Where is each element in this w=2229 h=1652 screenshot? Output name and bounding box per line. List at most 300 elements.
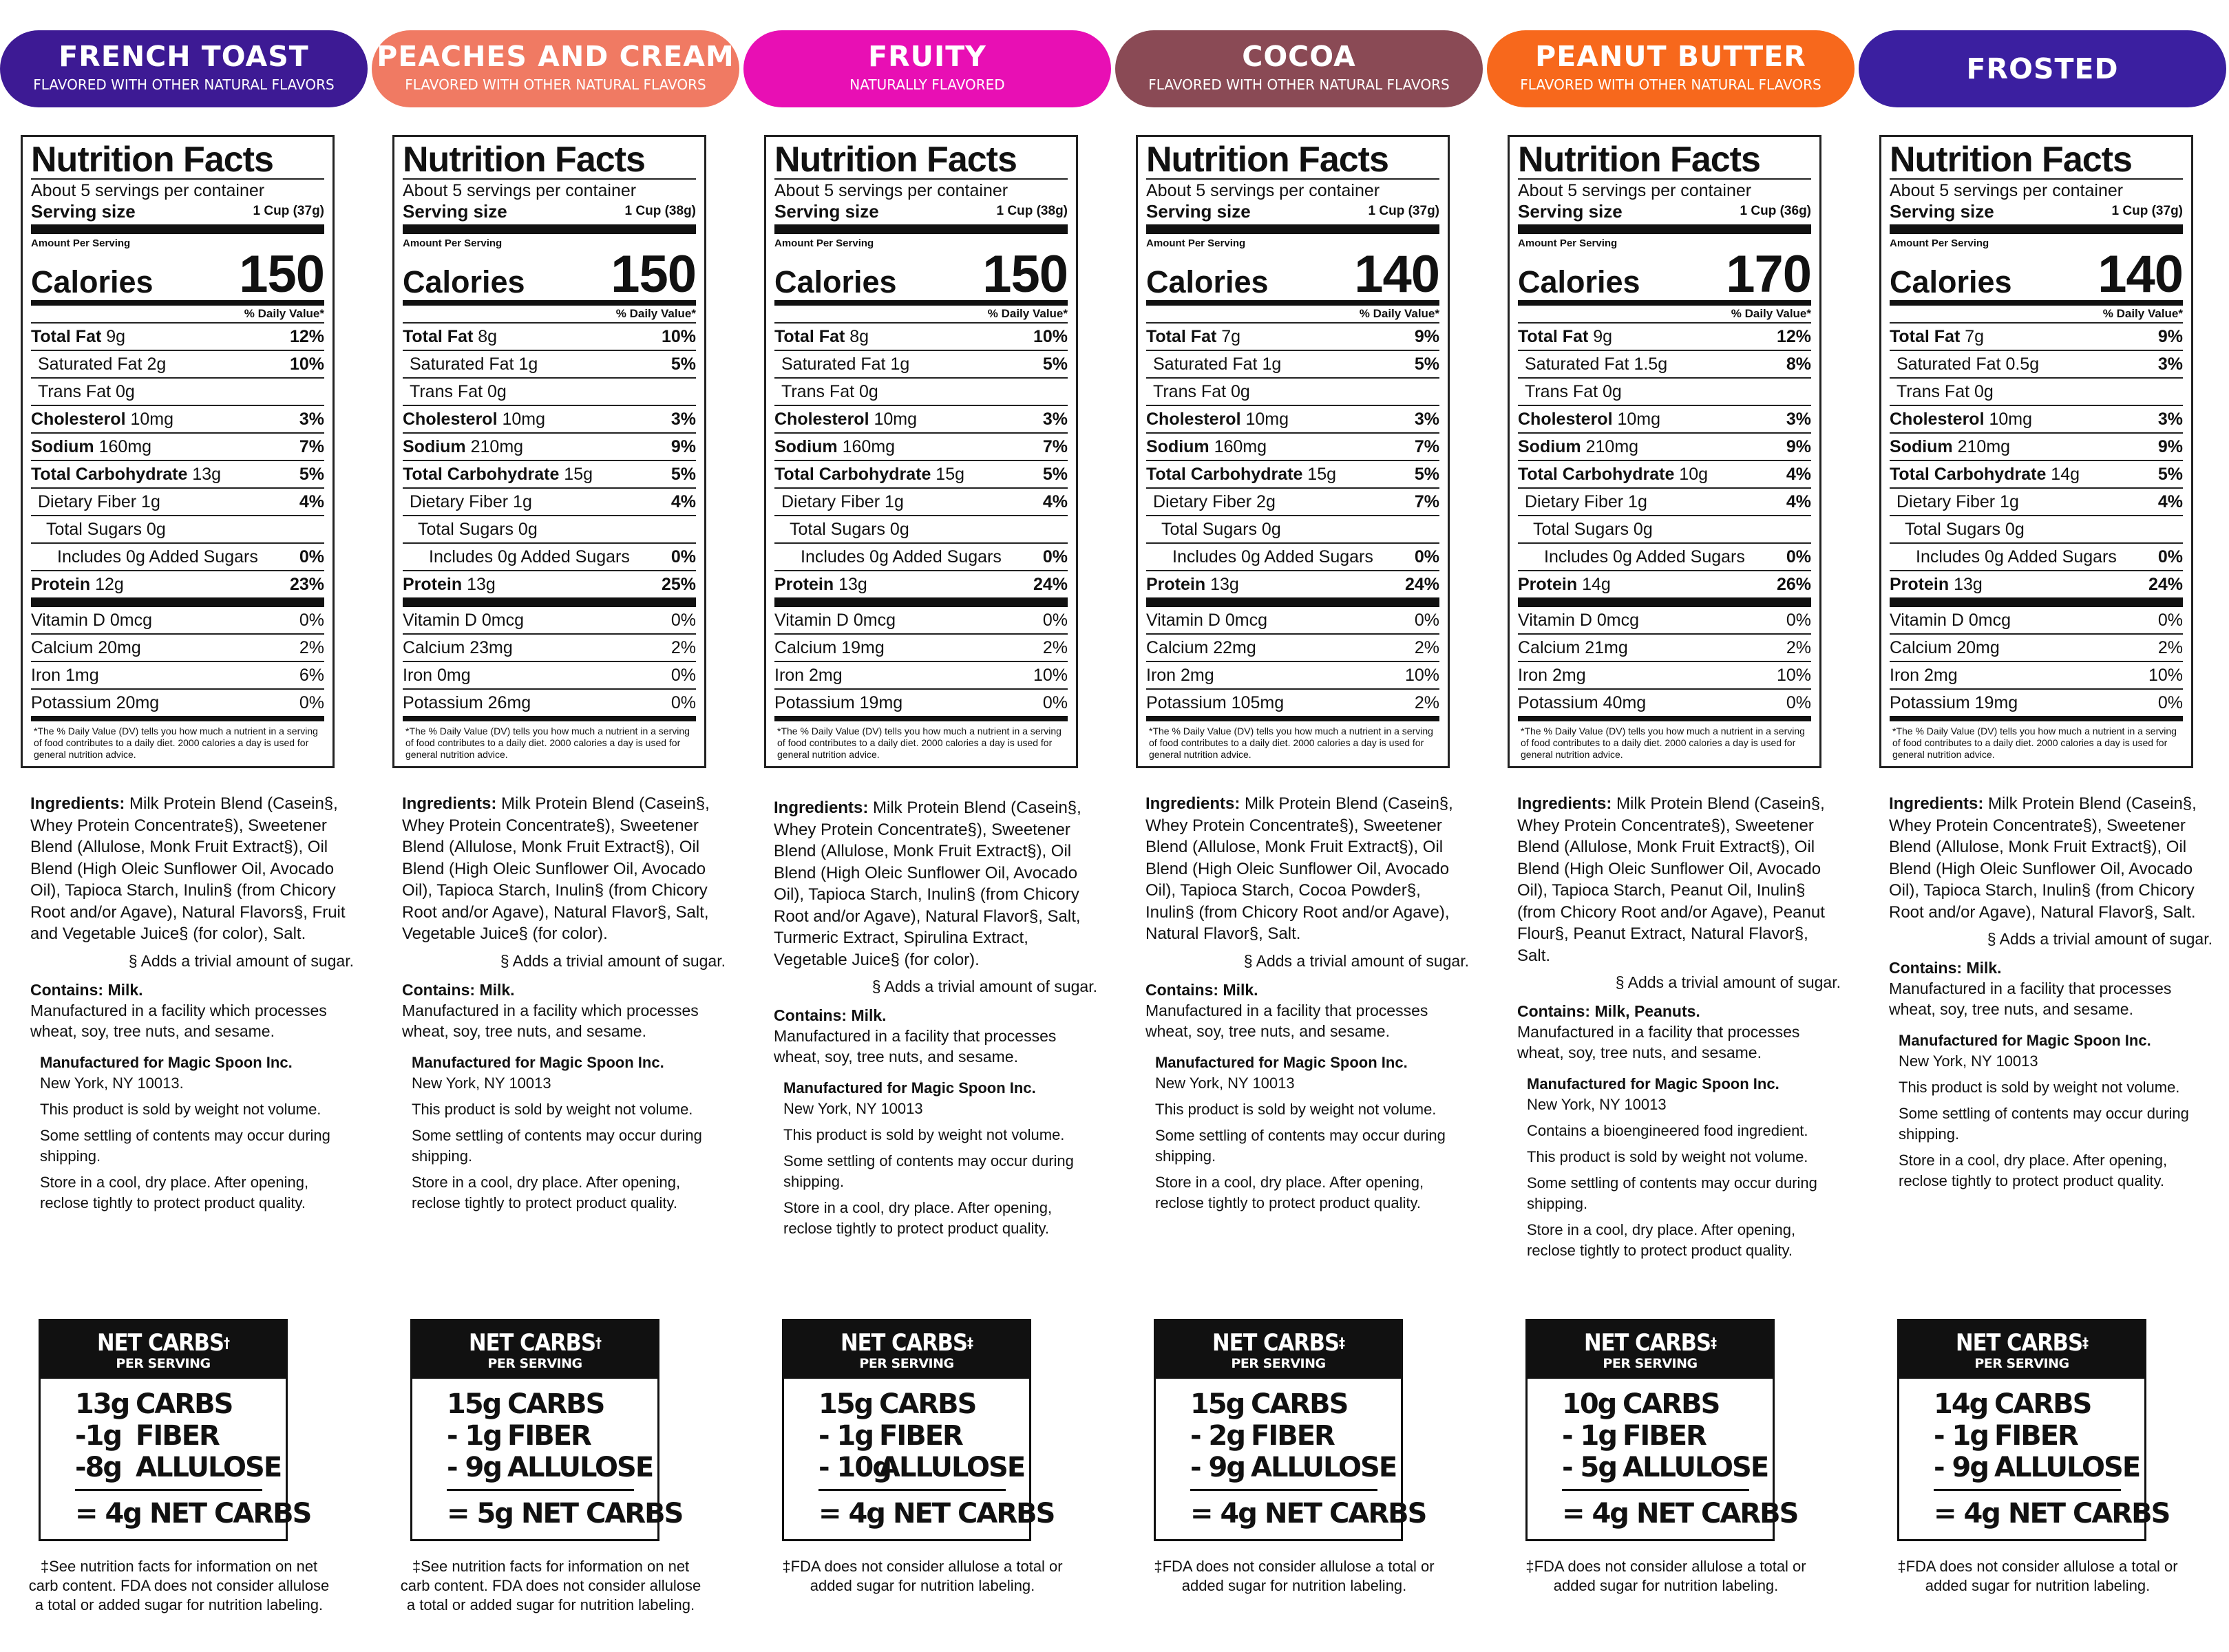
vitamin-name: Calcium 20mg [31, 638, 141, 657]
facility-statement: Manufactured in a facility that processes wheat, soy, tree nuts, and sesame. [1145, 1001, 1428, 1040]
net-carbs-box [1525, 1319, 1798, 1541]
net-carbs-quantity: - 9g [1934, 1452, 1988, 1483]
net-carbs-item: ALLULOSE [136, 1452, 282, 1483]
nutrient-label: Saturated Fat [1525, 354, 1629, 374]
vitamin-row [1146, 607, 1439, 635]
nutrition-facts-title: Nutrition Facts [1146, 141, 1439, 180]
net-carbs-total [818, 1489, 1055, 1529]
net-carbs-body [1899, 1379, 2170, 1539]
nutrient-daily-value: 24% [2148, 575, 2183, 594]
nutrient-row [31, 379, 324, 406]
ingredients-text [1889, 793, 2212, 923]
vitamin-daily-value: 0% [1042, 611, 1068, 630]
net-carbs-footnote: ‡See nutrition facts for information on net carb content. FDA does not consider allulose a total or added sugar for nutrition labeling. [400, 1558, 701, 1613]
ingredients-list: Milk Protein Blend (Casein§, Whey Protein Concentrate§), Sweetener Blend (Allulose, Monk Fruit Extract§), Oil Blend (High Oleic Sunflower Oil, Avocado Oil), Tapioca Starch, Inulin§ (from Chicory Root and/or Agave), Natural Flavor§, Salt, Vegetable Juice§ (for color). [402, 794, 710, 943]
nutrient-label: Protein [31, 575, 91, 594]
calories-label: Calories [31, 264, 154, 299]
vitamin-name: Vitamin D 0mcg [403, 611, 524, 630]
product-note: Store in a cool, dry place. After opening, reclose tightly to protect product quality. [1527, 1221, 1796, 1259]
amount-per-serving: Amount Per Serving [403, 237, 503, 249]
net-carbs-total-quantity: = 4g [818, 1498, 885, 1529]
product-note: Some settling of contents may occur during shipping. [1527, 1174, 1817, 1212]
nutrient-label: Sodium [1518, 437, 1581, 456]
nutrient-name [781, 351, 909, 377]
serving-size-value: 1 Cup (37g) [2111, 204, 2183, 218]
flavor-banner [1115, 30, 1483, 107]
nutrient-row [1146, 379, 1439, 406]
net-carbs-footnote-mark: † [224, 1335, 230, 1351]
nutrient-daily-value: 4% [1042, 492, 1068, 511]
nutrient-row [1146, 406, 1439, 434]
net-carbs-item: CARBS [1623, 1388, 1720, 1420]
nutrient-daily-value: 5% [1042, 465, 1068, 484]
nutrient-daily-value: 7% [1042, 437, 1068, 456]
nutrient-amount: 10mg [130, 410, 174, 429]
nutrient-amount: 0g [487, 382, 507, 401]
nutrient-row [1518, 489, 1811, 516]
flavor-subtitle: FLAVORED WITH OTHER NATURAL FLAVORS [1520, 76, 1821, 93]
serving-size-label: Serving size [403, 201, 507, 222]
vitamin-row [1890, 662, 2183, 690]
nutrient-amount: 13g [1210, 575, 1239, 594]
nutrient-amount: 160mg [98, 437, 152, 456]
nutrient-label: Sodium [1890, 437, 1953, 456]
product-note: Store in a cool, dry place. After opening, reclose tightly to protect product quality. [783, 1199, 1053, 1237]
vitamin-name: Potassium 40mg [1518, 693, 1647, 712]
vitamin-row [403, 690, 696, 721]
nutrient-label: Total Sugars [418, 520, 514, 539]
nutrient-label: Includes 0g Added Sugars [1916, 547, 2117, 566]
nutrient-amount: 7g [1965, 327, 1985, 346]
nutrient-amount: 0.5g [2005, 354, 2040, 374]
net-carbs-quantity: 15g [818, 1388, 873, 1420]
nutrient-row [31, 351, 324, 379]
net-carbs-quantity: - 1g [818, 1420, 873, 1452]
nutrient-amount: 0g [1261, 520, 1281, 539]
vitamin-daily-value: 10% [2148, 666, 2183, 685]
ingredients-label: Ingredients: [402, 794, 497, 813]
net-carbs-footnote: ‡See nutrition facts for information on net carb content. FDA does not consider allulose a total or added sugar for nutrition labeling. [28, 1558, 330, 1613]
vitamin-name: Potassium 19mg [774, 693, 903, 712]
manufacturer-name: Manufactured for Magic Spoon Inc. [412, 1053, 664, 1071]
servings-per-container: About 5 servings per container [1890, 181, 2124, 200]
nutrient-label: Dietary Fiber [1525, 492, 1624, 511]
nutrient-name [1518, 571, 1611, 597]
nutrient-name [31, 324, 125, 350]
nutrient-row [31, 544, 324, 571]
flavor-name: COCOA [1242, 40, 1356, 73]
product-note: This product is sold by weight not volume. [1527, 1148, 1808, 1165]
net-carbs-line [1562, 1452, 1768, 1483]
nutrient-name [1890, 461, 2080, 487]
product-note: Store in a cool, dry place. After opening, reclose tightly to protect product quality. [412, 1173, 681, 1211]
net-carbs-title [784, 1331, 1029, 1355]
contains-label: Contains: Milk. [402, 980, 515, 999]
nutrient-name [31, 434, 151, 460]
vitamin-daily-value: 0% [299, 611, 324, 630]
nutrient-name [1146, 324, 1240, 350]
nutrient-daily-value: 4% [670, 492, 696, 511]
nutrient-daily-value: 3% [2157, 354, 2183, 374]
net-carbs-quantity: 15g [447, 1388, 501, 1420]
ingredients-list: Milk Protein Blend (Casein§, Whey Protein Concentrate§), Sweetener Blend (Allulose, Monk Fruit Extract§), Oil Blend (High Oleic Sunflower Oil, Avocado Oil), Tapioca Starch, Inulin§ (from Chicory Root and/or Agave), Natural Flavor§, Salt. [1889, 794, 2197, 922]
net-carbs-line [818, 1420, 1006, 1452]
vitamin-daily-value: 2% [1414, 638, 1439, 657]
nutrient-label: Total Fat [403, 327, 474, 346]
nutrient-name [38, 351, 166, 377]
nutrient-amount: 7g [1221, 327, 1241, 346]
product-note: Some settling of contents may occur during shipping. [1899, 1105, 2189, 1143]
nutrient-row [774, 544, 1068, 571]
nutrient-row [31, 516, 324, 544]
nutrient-daily-value: 10% [289, 354, 324, 374]
nutrient-label: Trans Fat [1153, 382, 1227, 401]
nutrient-row [1518, 434, 1811, 461]
nutrient-amount: 210mg [470, 437, 524, 456]
nutrient-daily-value: 3% [670, 410, 696, 429]
nutrient-label: Trans Fat [38, 382, 112, 401]
vitamin-daily-value: 10% [1033, 666, 1068, 685]
vitamin-daily-value: 0% [670, 693, 696, 712]
nutrient-name [410, 489, 532, 515]
net-carbs-item: ALLULOSE [1623, 1452, 1768, 1483]
nutrient-label: Total Carbohydrate [1146, 465, 1303, 484]
vitamin-row [1890, 635, 2183, 662]
net-carbs-item: ALLULOSE [1251, 1452, 1397, 1483]
nutrient-label: Cholesterol [1518, 410, 1613, 429]
nutrient-name [1890, 406, 2032, 432]
net-carbs-subtitle: PER SERVING [1231, 1356, 1326, 1371]
nutrient-label: Sodium [1146, 437, 1209, 456]
product-note: This product is sold by weight not volume. [1899, 1079, 2180, 1096]
net-carbs-footnote: ‡FDA does not consider allulose a total or added sugar for nutrition labeling. [782, 1558, 1063, 1594]
servings-per-container: About 5 servings per container [774, 181, 1008, 200]
vitamin-daily-value: 2% [1042, 638, 1068, 657]
vitamin-name: Vitamin D 0mcg [31, 611, 152, 630]
ingredients-text [774, 797, 1097, 971]
nutrient-name [1518, 434, 1638, 460]
net-carbs-total [1190, 1489, 1426, 1529]
vitamin-row [403, 662, 696, 690]
nutrition-facts-panel [21, 135, 335, 768]
net-carbs-footnote: ‡FDA does not consider allulose a total or added sugar for nutrition labeling. [1154, 1558, 1435, 1594]
nutrient-row [774, 324, 1068, 351]
nutrient-row [1518, 516, 1811, 544]
net-carbs-footnote: ‡FDA does not consider allulose a total or added sugar for nutrition labeling. [1897, 1558, 2178, 1594]
vitamin-name: Iron 2mg [1518, 666, 1586, 685]
vitamin-daily-value: 2% [299, 638, 324, 657]
ingredients-block [1889, 793, 2212, 1197]
nutrient-row [31, 406, 324, 434]
calories-label: Calories [1146, 264, 1269, 299]
nutrient-amount: 8g [478, 327, 498, 346]
nutrient-amount: 10mg [1617, 410, 1661, 429]
servings-per-container: About 5 servings per container [403, 181, 637, 200]
nutrient-amount: 0g [1231, 382, 1250, 401]
nutrient-daily-value: 25% [661, 575, 696, 594]
flavor-name: FROSTED [1966, 52, 2119, 85]
nutrient-label: Saturated Fat [1153, 354, 1258, 374]
flavor-subtitle: NATURALLY FLAVORED [849, 76, 1005, 93]
nutrient-label: Cholesterol [774, 410, 869, 429]
nutrient-label: Includes 0g Added Sugars [57, 547, 258, 566]
manufacturer-name: Manufactured for Magic Spoon Inc. [1899, 1032, 2151, 1049]
nutrient-label: Protein [774, 575, 834, 594]
nutrient-name [429, 544, 630, 570]
nutrition-facts-panel [392, 135, 706, 768]
calories-row [774, 245, 1068, 306]
ingredients-block [402, 793, 726, 1219]
ingredients-block [1517, 793, 1841, 1267]
net-carbs-subtitle: PER SERVING [116, 1356, 211, 1371]
net-carbs-line [1562, 1420, 1749, 1452]
nutrient-daily-value: 8% [1786, 354, 1811, 374]
nutrient-row [1890, 324, 2183, 351]
label-column-peaches-and-cream [372, 0, 739, 1652]
nutrient-name [774, 571, 867, 597]
net-carbs-body [784, 1379, 1055, 1539]
net-carbs-body [1528, 1379, 1798, 1539]
nutrient-name [1916, 544, 2117, 570]
nutrient-daily-value: 9% [2157, 437, 2183, 456]
serving-size-label: Serving size [774, 201, 879, 222]
nutrient-name [403, 571, 496, 597]
vitamin-daily-value: 0% [1786, 611, 1811, 630]
vitamin-name: Calcium 19mg [774, 638, 885, 657]
manufacturer-name: Manufactured for Magic Spoon Inc. [1527, 1075, 1779, 1092]
manufacturer-name: Manufactured for Magic Spoon Inc. [783, 1079, 1036, 1097]
nutrient-label: Protein [1146, 575, 1206, 594]
label-column-frosted [1859, 0, 2226, 1652]
vitamin-name: Iron 1mg [31, 666, 99, 685]
nutrient-row [31, 489, 324, 516]
vitamin-name: Calcium 20mg [1890, 638, 2000, 657]
serving-size-label: Serving size [1518, 201, 1623, 222]
manufacturer-name: Manufactured for Magic Spoon Inc. [40, 1053, 293, 1071]
sugar-note: § Adds a trivial amount of sugar. [1987, 930, 2212, 948]
nutrient-row [403, 489, 696, 516]
nutrient-row [403, 516, 696, 544]
nutrient-amount: 13g [838, 575, 867, 594]
ingredients-list: Milk Protein Blend (Casein§, Whey Protein Concentrate§), Sweetener Blend (Allulose, Monk Fruit Extract§), Oil Blend (High Oleic Sunflower Oil, Avocado Oil), Tapioca Starch, Inulin§ (from Chicory Root and/or Agave), Natural Flavor§, Salt, Turmeric Extract, Spirulina Extract, Vegetable Juice§ (for color). [774, 798, 1081, 969]
product-note: Store in a cool, dry place. After opening, reclose tightly to protect product quality. [40, 1173, 309, 1211]
net-carbs-item: ALLULOSE [879, 1452, 1025, 1483]
serving-size-label: Serving size [1890, 201, 1994, 222]
net-carbs-title-text: NET CARBS [1212, 1329, 1340, 1357]
net-carbs-item: CARBS [507, 1388, 604, 1420]
net-carbs-line [1190, 1452, 1397, 1483]
daily-value-header: % Daily Value* [403, 306, 696, 324]
nutrient-name [1905, 516, 2025, 542]
nutrient-daily-value: 3% [2157, 410, 2183, 429]
vitamin-row [1518, 690, 1811, 721]
vitamin-daily-value: 0% [1042, 693, 1068, 712]
product-note: Some settling of contents may occur during shipping. [40, 1126, 330, 1165]
vitamin-row [774, 662, 1068, 690]
daily-value-header: % Daily Value* [1890, 306, 2183, 324]
allergen-statement [1889, 957, 2212, 1019]
nutrient-label: Saturated Fat [781, 354, 886, 374]
net-carbs-total-label: NET CARBS [1265, 1498, 1426, 1529]
nutrient-label: Dietary Fiber [1153, 492, 1252, 511]
calories-row [1146, 245, 1439, 306]
vitamin-daily-value: 2% [1414, 693, 1439, 712]
vitamin-row [1518, 635, 1811, 662]
nutrient-row [774, 351, 1068, 379]
net-carbs-quantity: - 5g [1562, 1452, 1616, 1483]
nutrient-amount: 14g [2051, 465, 2080, 484]
serving-size-label: Serving size [31, 201, 136, 222]
product-note: Store in a cool, dry place. After opening, reclose tightly to protect product quality. [1155, 1173, 1424, 1211]
nutrient-amount: 160mg [1214, 437, 1267, 456]
sugar-note: § Adds a trivial amount of sugar. [1243, 951, 1469, 970]
nutrient-row [403, 434, 696, 461]
serving-size-value: 1 Cup (37g) [1368, 204, 1439, 218]
net-carbs-subtitle: PER SERVING [1603, 1356, 1698, 1371]
vitamin-name: Vitamin D 0mcg [1890, 611, 2011, 630]
label-column-fruity [743, 0, 1111, 1652]
nutrient-row [1518, 406, 1811, 434]
net-carbs-item: FIBER [1251, 1420, 1334, 1452]
nutrient-label: Total Carbohydrate [774, 465, 931, 484]
nutrient-amount: 1.5g [1634, 354, 1668, 374]
nutrient-amount: 13g [192, 465, 222, 484]
nutrient-name [1897, 351, 2039, 377]
nutrient-daily-value: 5% [1414, 354, 1439, 374]
nutrient-name [1153, 351, 1281, 377]
nutrient-label: Trans Fat [410, 382, 483, 401]
net-carbs-title [1899, 1331, 2144, 1355]
net-carbs-header [784, 1321, 1029, 1379]
manufacturer-address: New York, NY 10013 [412, 1074, 551, 1092]
daily-value-footnote: *The % Daily Value (DV) tells you how much a nutrient in a serving of food contributes to a daily diet. 2000 calories a day is used for general nutrition advice. [1149, 726, 1433, 760]
serving-size-label: Serving size [1146, 201, 1251, 222]
nutrient-name [410, 351, 538, 377]
net-carbs-total [1562, 1489, 1798, 1529]
nutrient-daily-value: 5% [1414, 465, 1439, 484]
nutrient-name [1890, 324, 1984, 350]
nutrient-name [38, 489, 160, 515]
nutrient-row [1518, 351, 1811, 379]
net-carbs-line [1190, 1420, 1377, 1452]
ingredients-block [30, 793, 354, 1219]
nutrient-name [1146, 406, 1289, 432]
nutrient-row [1890, 571, 2183, 607]
nutrient-daily-value: 0% [670, 547, 696, 566]
ingredients-label: Ingredients: [1889, 794, 1984, 813]
nutrient-name [410, 379, 507, 405]
ingredients-list: Milk Protein Blend (Casein§, Whey Protein Concentrate§), Sweetener Blend (Allulose, Monk Fruit Extract§), Oil Blend (High Oleic Sunflower Oil, Avocado Oil), Tapioca Starch, Inulin§ (from Chicory Root and/or Agave), Natural Flavors§, Fruit and Vegetable Juice§ (for color), Salt. [30, 794, 346, 943]
nutrient-row [1146, 461, 1439, 489]
vitamin-daily-value: 0% [670, 666, 696, 685]
manufacturer-address: New York, NY 10013 [1527, 1096, 1667, 1113]
ingredients-label: Ingredients: [1517, 794, 1612, 813]
nutrient-row [774, 434, 1068, 461]
nutrient-label: Includes 0g Added Sugars [1544, 547, 1745, 566]
vitamin-row [1146, 635, 1439, 662]
facility-statement: Manufactured in a facility which processes wheat, soy, tree nuts, and sesame. [402, 1001, 699, 1040]
net-carbs-item: FIBER [507, 1420, 591, 1452]
net-carbs-line [1934, 1452, 2140, 1483]
vitamin-row [31, 662, 324, 690]
nutrient-row [31, 571, 324, 607]
nutrient-row [403, 461, 696, 489]
nutrient-daily-value: 10% [1033, 327, 1068, 346]
manufacturer-info [1517, 1074, 1841, 1261]
nutrient-amount: 9g [1593, 327, 1613, 346]
nutrient-amount: 8g [849, 327, 869, 346]
nutrient-row [1518, 571, 1811, 607]
nutrient-amount: 0g [2005, 520, 2025, 539]
net-carbs-total-quantity: = 4g [1562, 1498, 1628, 1529]
nutrient-name [790, 516, 909, 542]
nutrient-label: Sodium [403, 437, 466, 456]
net-carbs-item: ALLULOSE [507, 1452, 653, 1483]
net-carbs-line [1190, 1388, 1377, 1420]
label-column-peanut-butter [1487, 0, 1855, 1652]
nutrient-daily-value: 7% [299, 437, 324, 456]
daily-value-footnote: *The % Daily Value (DV) tells you how much a nutrient in a serving of food contributes to a daily diet. 2000 calories a day is used for general nutrition advice. [777, 726, 1061, 760]
net-carbs-line [75, 1388, 262, 1420]
nutrient-amount: 160mg [842, 437, 896, 456]
nutrient-row [1890, 544, 2183, 571]
vitamin-daily-value: 0% [2157, 693, 2183, 712]
vitamin-name: Iron 0mg [403, 666, 471, 685]
manufacturer-address: New York, NY 10013 [783, 1100, 923, 1117]
vitamin-row [1146, 662, 1439, 690]
nutrient-row [774, 406, 1068, 434]
nutrient-name [46, 516, 166, 542]
nutrient-daily-value: 0% [2157, 547, 2183, 566]
net-carbs-quantity: 13g [75, 1388, 129, 1420]
nutrient-label: Total Fat [1890, 327, 1961, 346]
label-column-french-toast [0, 0, 368, 1652]
nutrient-name [1525, 379, 1622, 405]
nutrient-row [774, 461, 1068, 489]
net-carbs-quantity: -1g [75, 1420, 122, 1452]
net-carbs-title-text: NET CARBS [1583, 1329, 1711, 1357]
daily-value-footnote: *The % Daily Value (DV) tells you how much a nutrient in a serving of food contributes to a daily diet. 2000 calories a day is used for general nutrition advice. [1892, 726, 2177, 760]
nutrient-daily-value: 9% [1414, 327, 1439, 346]
manufacturer-info [1889, 1030, 2212, 1192]
vitamin-name: Vitamin D 0mcg [1146, 611, 1267, 630]
nutrient-daily-value: 7% [1414, 437, 1439, 456]
nutrient-daily-value: 7% [1414, 492, 1439, 511]
calories-value: 140 [2098, 245, 2183, 304]
nutrient-daily-value: 3% [1786, 410, 1811, 429]
manufacturer-info [1145, 1052, 1469, 1214]
nutrient-name [1518, 461, 1708, 487]
manufacturer-info [774, 1078, 1097, 1239]
net-carbs-total-quantity: = 5g [447, 1498, 513, 1529]
sugar-note: § Adds a trivial amount of sugar. [128, 951, 354, 970]
serving-size-row [403, 201, 696, 234]
nutrient-name [1518, 406, 1660, 432]
calories-value: 170 [1726, 245, 1811, 304]
net-carbs-total-label: NET CARBS [521, 1498, 683, 1529]
net-carbs-line [447, 1452, 653, 1483]
calories-value: 150 [982, 245, 1068, 304]
vitamin-row [31, 690, 324, 721]
vitamin-name: Iron 2mg [1146, 666, 1214, 685]
net-carbs-total [1934, 1489, 2170, 1529]
product-note: Some settling of contents may occur during shipping. [1155, 1126, 1446, 1165]
nutrient-amount: 10mg [874, 410, 918, 429]
vitamin-name: Potassium 26mg [403, 693, 531, 712]
net-carbs-footnote-mark: ‡ [2082, 1335, 2089, 1351]
calories-row [31, 245, 324, 306]
nutrient-amount: 210mg [1957, 437, 2011, 456]
